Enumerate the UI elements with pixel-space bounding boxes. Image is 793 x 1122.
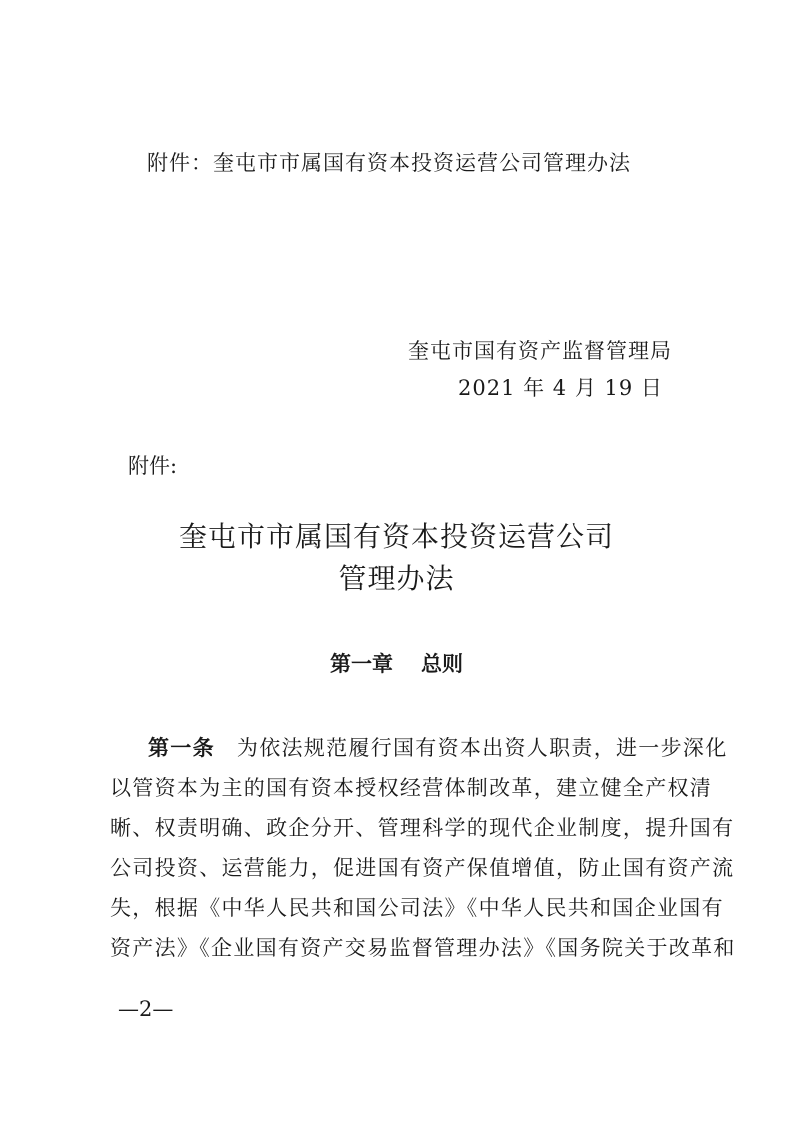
document-title-line-2: 管理办法 <box>338 562 455 595</box>
attachment-title: 附件：奎屯市市属国有资本投资运营公司管理办法 <box>147 151 631 175</box>
chapter-heading <box>0 648 793 678</box>
page-number: —2— <box>118 997 174 1021</box>
article-line: 资产法》《企业国有资产交易监督管理办法》《国务院关于改革和 <box>110 936 736 960</box>
document-title-line-1: 奎屯市市属国有资本投资运营公司 <box>178 520 614 553</box>
article-text: 为依法规范履行国有资本出资人职责，进一步深化 <box>236 736 728 760</box>
article-line: 以管资本为主的国有资本授权经营体制改革，建立健全产权清 <box>110 776 713 800</box>
article-line: 公司投资、运营能力，促进国有资产保值增值，防止国有资产流 <box>110 856 735 880</box>
attachment-label: 附件: <box>128 454 178 478</box>
issuer-name: 奎屯市国有资产监督管理局 <box>408 339 672 363</box>
article-number: 第一条 <box>148 736 215 760</box>
article-line <box>110 728 728 768</box>
article-line: 失，根据《中华人民共和国公司法》《中华人民共和国企业国有 <box>110 896 724 920</box>
chapter-number: 第一章 <box>330 652 393 676</box>
chapter-title: 总则 <box>421 652 463 676</box>
article-1-paragraph <box>110 728 736 968</box>
article-line: 晰、权责明确、政企分开、管理科学的现代企业制度，提升国有 <box>110 816 735 840</box>
issue-date: 2021 年 4 月 19 日 <box>458 376 663 400</box>
